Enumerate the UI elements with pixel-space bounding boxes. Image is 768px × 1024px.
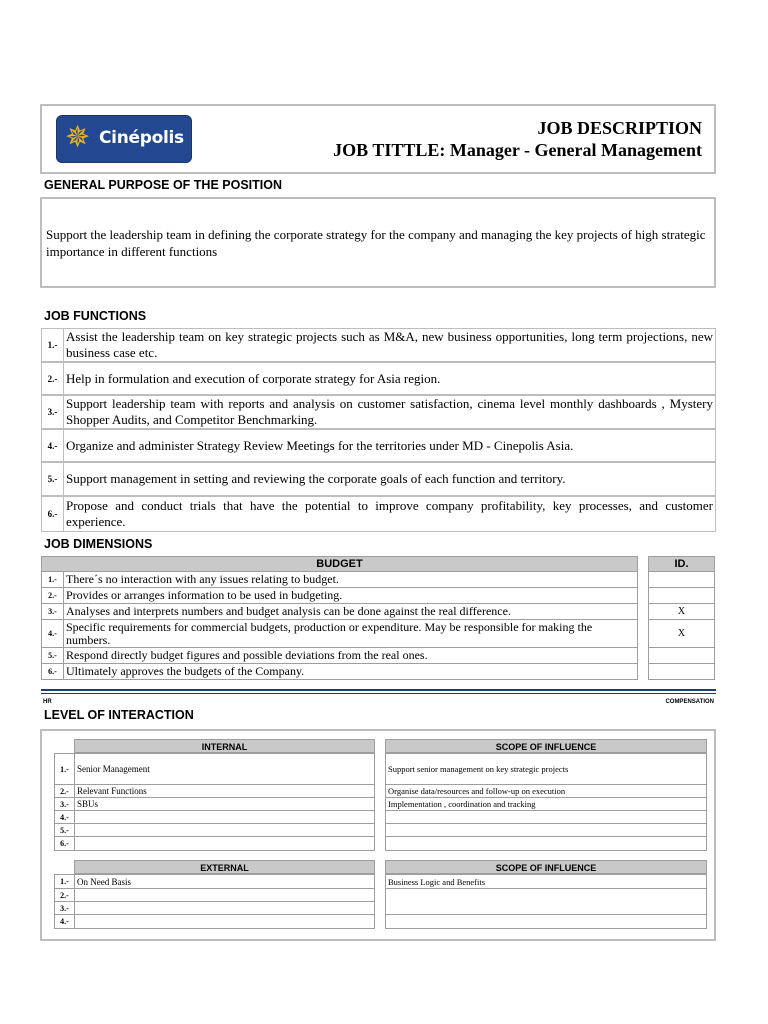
scope-row: Implementation , coordination and tracking xyxy=(386,798,706,811)
internal-row xyxy=(55,754,374,785)
function-text: Assist the leadership team on key strategic projects such as M&A, new business opportunities, long term projections, new business case etc. xyxy=(66,329,713,360)
row-number: 3.- xyxy=(55,902,75,914)
function-row xyxy=(42,396,715,430)
internal-row xyxy=(55,837,374,850)
budget-row xyxy=(42,572,637,588)
scope-row xyxy=(386,811,706,824)
row-number: 4.- xyxy=(55,915,75,928)
footer-left: HR xyxy=(43,699,52,705)
dimensions-label: JOB DIMENSIONS xyxy=(44,537,153,551)
scope-row xyxy=(386,824,706,837)
internal-text: Relevant Functions xyxy=(77,786,147,796)
footer-right: COMPENSATION xyxy=(665,699,714,705)
id-cell xyxy=(649,664,714,679)
internal-text xyxy=(75,824,374,836)
external-header: EXTERNAL xyxy=(74,860,375,874)
function-row xyxy=(42,430,715,463)
row-number: 1.- xyxy=(55,875,75,888)
row-number: 6.- xyxy=(55,837,75,850)
function-row xyxy=(42,463,715,497)
budget-row xyxy=(42,604,637,620)
row-number: 6.- xyxy=(42,664,64,679)
star-icon: ✵ xyxy=(65,121,91,154)
row-number: 4.- xyxy=(42,620,64,647)
id-cell xyxy=(649,648,714,664)
id-table xyxy=(648,556,715,680)
scope-row: Business Logic and Benefits xyxy=(386,875,706,889)
purpose-text: Support the leadership team in defining the corporate strategy for the company and managing the key projects of high strategic importance in different functions xyxy=(46,227,706,259)
budget-text: Analyses and interprets numbers and budget analysis can be done against the real difference. xyxy=(66,604,511,618)
internal-text xyxy=(75,811,374,823)
row-number: 5.- xyxy=(42,463,64,495)
budget-row xyxy=(42,620,637,648)
row-number: 4.- xyxy=(42,430,64,461)
functions-label: JOB FUNCTIONS xyxy=(44,309,147,323)
purpose-label: GENERAL PURPOSE OF THE POSITION xyxy=(44,178,282,192)
row-number: 2.- xyxy=(55,889,75,901)
function-text: Organize and administer Strategy Review Meetings for the territories under MD - Cinepolis Asia. xyxy=(66,437,574,453)
function-text: Help in formulation and execution of corporate strategy for Asia region. xyxy=(66,370,441,386)
internal-text: SBUs xyxy=(77,799,99,809)
scope-row: Support senior management on key strategic projects xyxy=(386,754,706,785)
external-text xyxy=(75,902,374,914)
budget-text: Provides or arranges information to be used in budgeting. xyxy=(66,588,343,602)
row-number: 3.- xyxy=(42,396,64,428)
external-row xyxy=(55,889,374,902)
internal-row xyxy=(55,798,374,811)
row-number: 4.- xyxy=(55,811,75,823)
scope-row xyxy=(386,889,706,915)
internal-row xyxy=(55,824,374,837)
function-row xyxy=(42,329,715,363)
interaction-box xyxy=(40,729,716,941)
row-number: 3.- xyxy=(55,798,75,810)
row-number: 5.- xyxy=(55,824,75,836)
footer-rule-thin xyxy=(41,693,716,694)
id-cell: X xyxy=(649,620,714,648)
budget-row xyxy=(42,664,637,679)
row-number: 1.- xyxy=(42,572,64,587)
internal-row xyxy=(55,785,374,798)
internal-text xyxy=(75,837,374,850)
function-text: Support management in setting and reviewing the corporate goals of each function and territory. xyxy=(66,471,566,486)
row-number: 3.- xyxy=(42,604,64,619)
external-table xyxy=(54,874,375,929)
function-text: Support leadership team with reports and analysis on customer satisfaction, cinema level monthly dashboards , Mystery Shopper Audits, and Competitor Benchmarking. xyxy=(66,396,713,427)
internal-scope-table xyxy=(385,753,707,851)
interaction-label: LEVEL OF INTERACTION xyxy=(44,708,194,722)
budget-row xyxy=(42,648,637,664)
footer-rule xyxy=(41,689,716,691)
purpose-box xyxy=(40,197,716,288)
external-scope-table xyxy=(385,874,707,929)
scope-row xyxy=(386,837,706,850)
function-row xyxy=(42,363,715,396)
internal-scope-header: SCOPE OF INFLUENCE xyxy=(385,739,707,753)
budget-header: BUDGET xyxy=(42,557,637,572)
row-number: 2.- xyxy=(42,588,64,603)
internal-table xyxy=(54,753,375,851)
external-row xyxy=(55,915,374,928)
row-number: 1.- xyxy=(42,329,64,361)
logo-text: Cinépolis xyxy=(99,128,184,148)
job-functions-table xyxy=(41,328,716,532)
id-cell xyxy=(649,572,714,588)
function-row xyxy=(42,497,715,531)
id-cell xyxy=(649,588,714,604)
budget-text: Ultimately approves the budgets of the Company. xyxy=(66,664,305,678)
external-scope-header: SCOPE OF INFLUENCE xyxy=(385,860,707,874)
internal-text: Senior Management xyxy=(77,764,150,774)
row-number: 5.- xyxy=(42,648,64,663)
budget-text: Respond directly budget figures and possible deviations from the real ones. xyxy=(66,648,428,662)
id-header: ID. xyxy=(649,557,714,572)
job-title: JOB TITTLE: Manager - General Management xyxy=(333,140,702,160)
budget-text: Specific requirements for commercial budgets, production or expenditure. May be responsible for making the numbers. xyxy=(66,619,593,647)
scope-row: Organise data/resources and follow-up on execution xyxy=(386,785,706,798)
cinepolis-logo xyxy=(56,115,192,163)
budget-text: There´s no interaction with any issues relating to budget. xyxy=(66,572,339,586)
external-text: On Need Basis xyxy=(77,876,131,887)
scope-row xyxy=(386,915,706,928)
document-header xyxy=(40,104,716,174)
row-number: 2.- xyxy=(55,785,75,797)
external-text xyxy=(75,915,374,928)
id-cell: X xyxy=(649,604,714,620)
document-title: JOB DESCRIPTION xyxy=(537,118,702,138)
internal-header: INTERNAL xyxy=(74,739,375,753)
row-number: 6.- xyxy=(42,497,64,531)
row-number: 2.- xyxy=(42,363,64,394)
external-row xyxy=(55,875,374,889)
budget-table xyxy=(41,556,638,680)
row-number: 1.- xyxy=(55,754,75,784)
external-text xyxy=(75,889,374,901)
function-text: Propose and conduct trials that have the potential to improve company profitability, key processes, and customer experience. xyxy=(66,498,713,529)
internal-row xyxy=(55,811,374,824)
budget-row xyxy=(42,588,637,604)
external-row xyxy=(55,902,374,915)
